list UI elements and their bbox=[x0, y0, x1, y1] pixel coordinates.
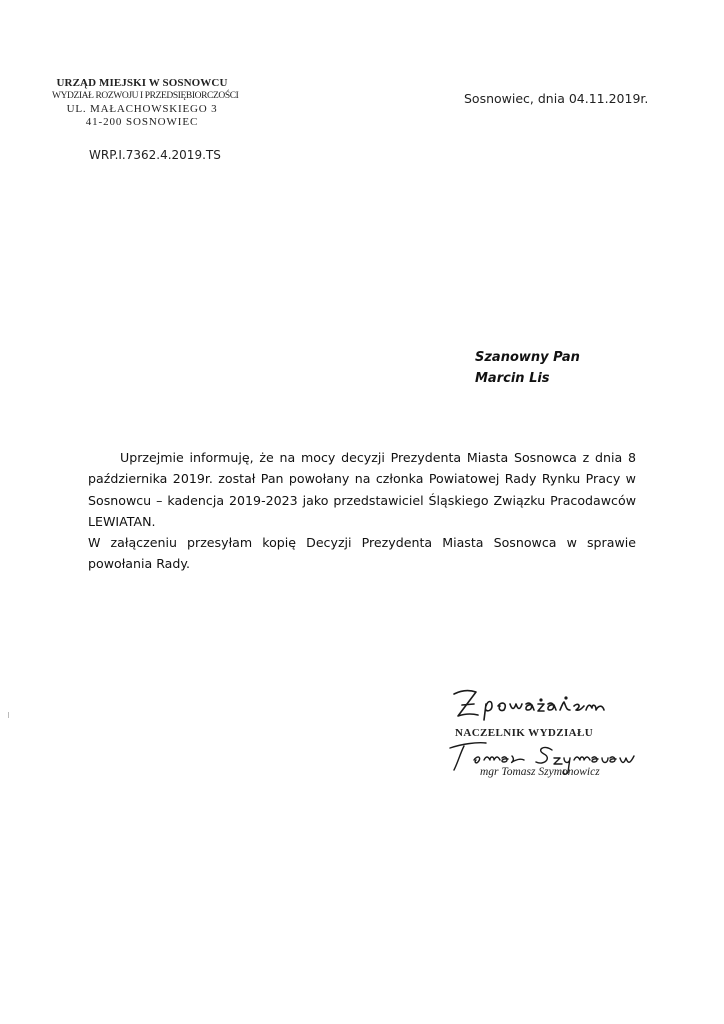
addressee-block bbox=[475, 347, 580, 390]
body-paragraph-1: Uprzejmie informuję, że na mocy decyzji Prezydenta Miasta Sosnowca z dnia 8 października 2019r. został Pan powołany na członka Powiatowej Rady Rynku Pracy w Sosnowcu – kadencja 2019-2023 jako przedstawiciel Śląskiego Związku Pracodawców LEWIATAN. bbox=[88, 450, 636, 529]
letter-body bbox=[88, 447, 636, 575]
signatory-printed-name: mgr Tomasz Szymonowicz bbox=[480, 766, 600, 778]
addressee-name: Marcin Lis bbox=[475, 371, 550, 387]
signature-block bbox=[440, 680, 640, 790]
scan-edge-mark bbox=[8, 712, 9, 718]
place-date: Sosnowiec, dnia 04.11.2019r. bbox=[464, 91, 649, 106]
addressee-salutation: Szanowny Pan bbox=[475, 350, 580, 365]
stamp-city: 41-200 SOSNOWIEC bbox=[85, 116, 199, 129]
signatory-title: NACZELNIK WYDZIAŁU bbox=[455, 727, 594, 739]
reference-number: WRP.I.7362.4.2019.TS bbox=[89, 148, 221, 162]
stamp-department: WYDZIAŁ ROZWOJU I PRZEDSIĘBIORCZOŚCI bbox=[52, 90, 239, 101]
sender-stamp bbox=[52, 77, 239, 130]
body-paragraph-2: W załączeniu przesyłam kopię Decyzji Prezydenta Miasta Sosnowca w sprawie powołania Rady. bbox=[88, 535, 636, 572]
stamp-office-name: URZĄD MIEJSKI W SOSNOWCU bbox=[56, 77, 228, 89]
stamp-street: UL. MAŁACHOWSKIEGO 3 bbox=[66, 102, 218, 115]
greeting-handwriting bbox=[454, 691, 604, 720]
